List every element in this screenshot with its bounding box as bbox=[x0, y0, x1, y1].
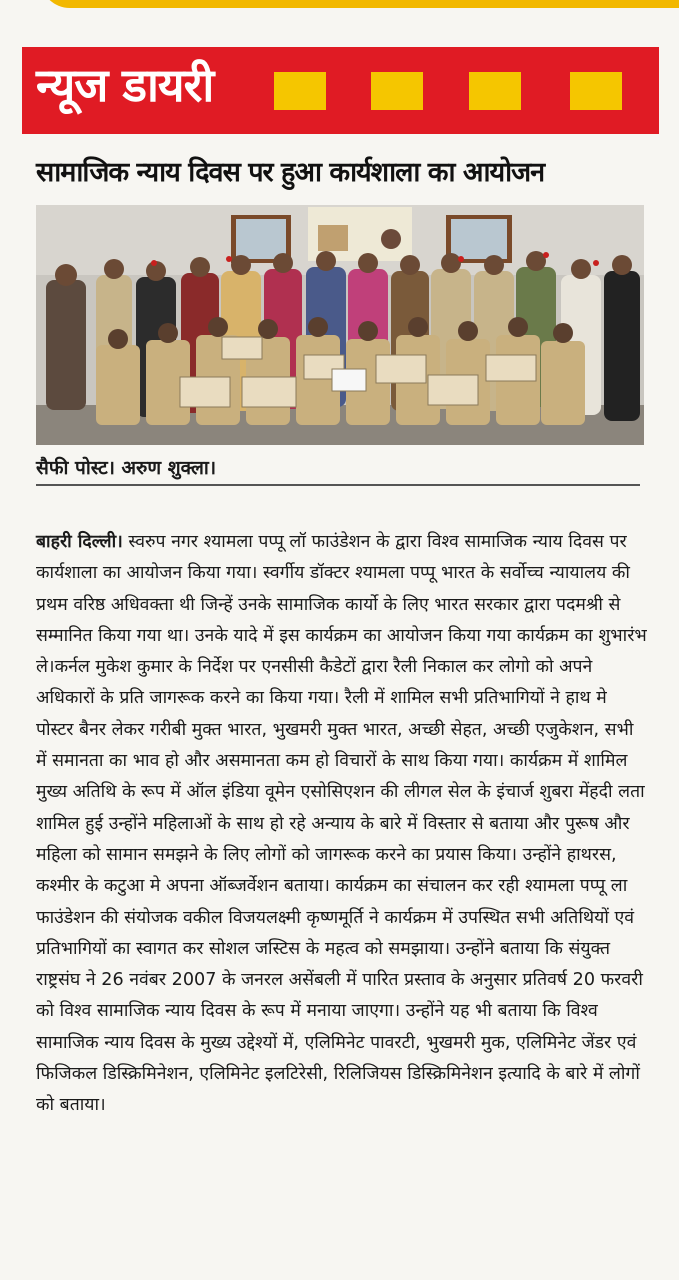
banner-block bbox=[469, 72, 521, 110]
section-title: न्यूज डायरी bbox=[36, 58, 214, 112]
top-accent-bar bbox=[40, 0, 679, 8]
section-banner bbox=[22, 47, 659, 134]
article-headline: सामाजिक न्याय दिवस पर हुआ कार्यशाला का आयोजन bbox=[36, 157, 545, 188]
article-body-text: स्वरुप नगर श्यामला पप्पू लॉ फाउंडेशन के द्वारा विश्व सामाजिक न्याय दिवस पर कार्यशाला का आयोजन किया गया। स्वर्गीय डॉक्टर श्यामला पप्पू भारत के सर्वोच्च न्यायालय की प्रथम वरिष्ठ अधिवक्ता थी जिन्हें उनके सामाजिक कार्यो के लिए भारत सरकार द्वारा पदमश्री से सम्मानित किया गया था। उनके यादे में इस कार्यक्रम का आयोजन किया गया कार्यक्रम का शुभारंभ ले।कर्नल मुकेश कुमार के निर्देश पर एनसीसी कैडेटों द्वारा रैली निकाल कर लोगो को अपने अधिकारों के प्रति जागरूक करने का किया गया। रैली में शामिल सभी प्रतिभागियों ने हाथ मे पोस्टर बैनर लेकर गरीबी मुक्त भारत, भुखमरी मुक्त भारत, अच्छी सेहत, अच्छी एजुकेशन, सभी में समानता का भाव हो और असमानता कम हो विचारों के साथ किया गया। कार्यक्रम में शामिल मुख्य अतिथि के रूप में ऑल इंडिया वूमेन एसोसिएशन की लीगल सेल के इंचार्ज शुबरा मेंहदी लता शामिल हुई उन्होंने महिलाओं के साथ हो रहे अन्याय के बारे में विस्तार से बताया और पुरूष और महिला को सामान समझने के लिए लोगों को जागरूक करने का प्रयास किया। उन्होंने हाथरस, कश्मीर के कटुआ मे अपना ऑब्जर्वेशन बताया। कार्यक्रम का संचालन कर रही श्यामला पप्पू ला फाउंडेशन की संयोजक वकील विजयलक्ष्मी कृष्णमूर्ति ने कार्यक्रम में उपस्थित सभी अतिथियों एवं प्रतिभागियों का स्वागत कर सोशल जस्टिस के महत्व को समझाया। उन्होंने बताया कि संयुक्त राष्ट्रसंघ ने 26 नवंबर 2007 के जनरल असेंबली में पारित प्रस्ताव के अनुसार प्रतिवर्ष 20 फरवरी को विश्व सामाजिक न्याय दिवस के रूप में मनाया जाएगा। उन्होंने यह भी बताया कि विश्व सामाजिक न्याय दिवस के मुख्य उद्देश्यों में, एलिमिनेट पावरटी, भुखमरी मुक, एलिमिनेट जेंडर एवं फिजिकल डिस्क्रिमिनेशन, एलिमिनेट इलटिरेसी, रिलिजियस डिस्क्रिमिनेशन इत्यादि के बारे में लोगों को बताया। bbox=[36, 532, 647, 1116]
photo-credit: सैफी पोस्ट। अरुण शुक्ला। bbox=[36, 454, 640, 486]
article-body bbox=[36, 527, 648, 1122]
banner-block bbox=[570, 72, 622, 110]
article-dateline: बाहरी दिल्ली। bbox=[36, 532, 123, 552]
banner-block bbox=[371, 72, 423, 110]
group-photo bbox=[36, 205, 644, 445]
banner-block bbox=[274, 72, 326, 110]
